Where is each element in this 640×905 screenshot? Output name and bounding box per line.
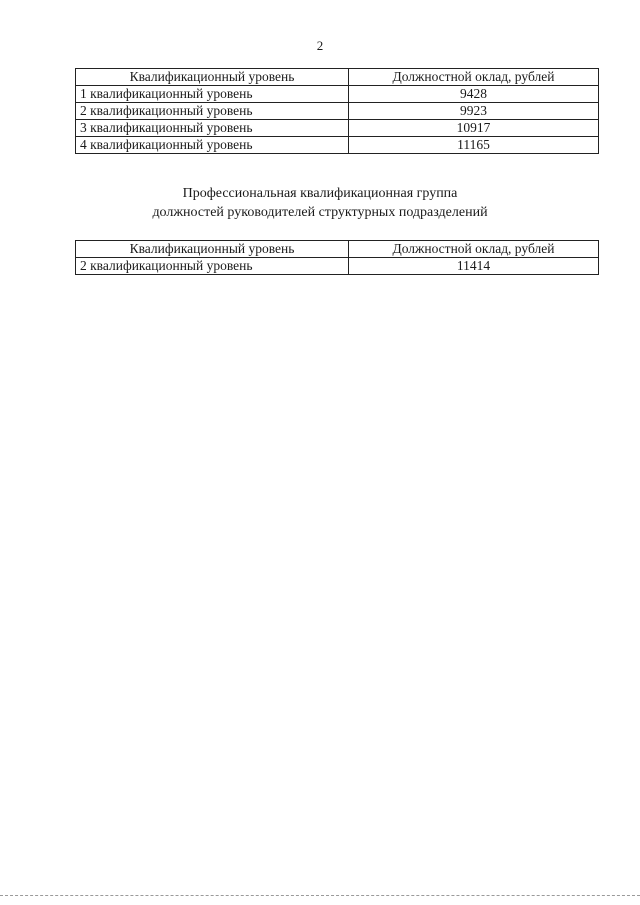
level-cell: 2 квалификационный уровень bbox=[76, 258, 349, 275]
level-cell: 4 квалификационный уровень bbox=[76, 137, 349, 154]
level-cell: 1 квалификационный уровень bbox=[76, 86, 349, 103]
level-cell: 2 квалификационный уровень bbox=[76, 103, 349, 120]
salary-cell: 9923 bbox=[349, 103, 599, 120]
table-row bbox=[76, 258, 599, 275]
table-row bbox=[76, 137, 599, 154]
group-title bbox=[0, 184, 640, 222]
table-row bbox=[76, 103, 599, 120]
group-title-line-1: Профессиональная квалификационная группа bbox=[182, 186, 458, 201]
salary-cell: 10917 bbox=[349, 120, 599, 137]
salary-cell: 11414 bbox=[349, 258, 599, 275]
column-header-salary: Должностной оклад, рублей bbox=[349, 241, 599, 258]
column-header-level: Квалификационный уровень bbox=[76, 241, 349, 258]
scan-edge-line bbox=[0, 895, 640, 896]
manager-salary-table bbox=[75, 240, 599, 275]
salary-table bbox=[75, 68, 599, 154]
table-row bbox=[76, 120, 599, 137]
salary-cell: 9428 bbox=[349, 86, 599, 103]
column-header-salary: Должностной оклад, рублей bbox=[349, 69, 599, 86]
salary-cell: 11165 bbox=[349, 137, 599, 154]
table-row bbox=[76, 86, 599, 103]
level-cell: 3 квалификационный уровень bbox=[76, 120, 349, 137]
page-number: 2 bbox=[316, 38, 324, 53]
group-title-line-2: должностей руководителей структурных подразделений bbox=[152, 205, 488, 220]
table-header-row bbox=[76, 241, 599, 258]
table-header-row bbox=[76, 69, 599, 86]
column-header-level: Квалификационный уровень bbox=[76, 69, 349, 86]
